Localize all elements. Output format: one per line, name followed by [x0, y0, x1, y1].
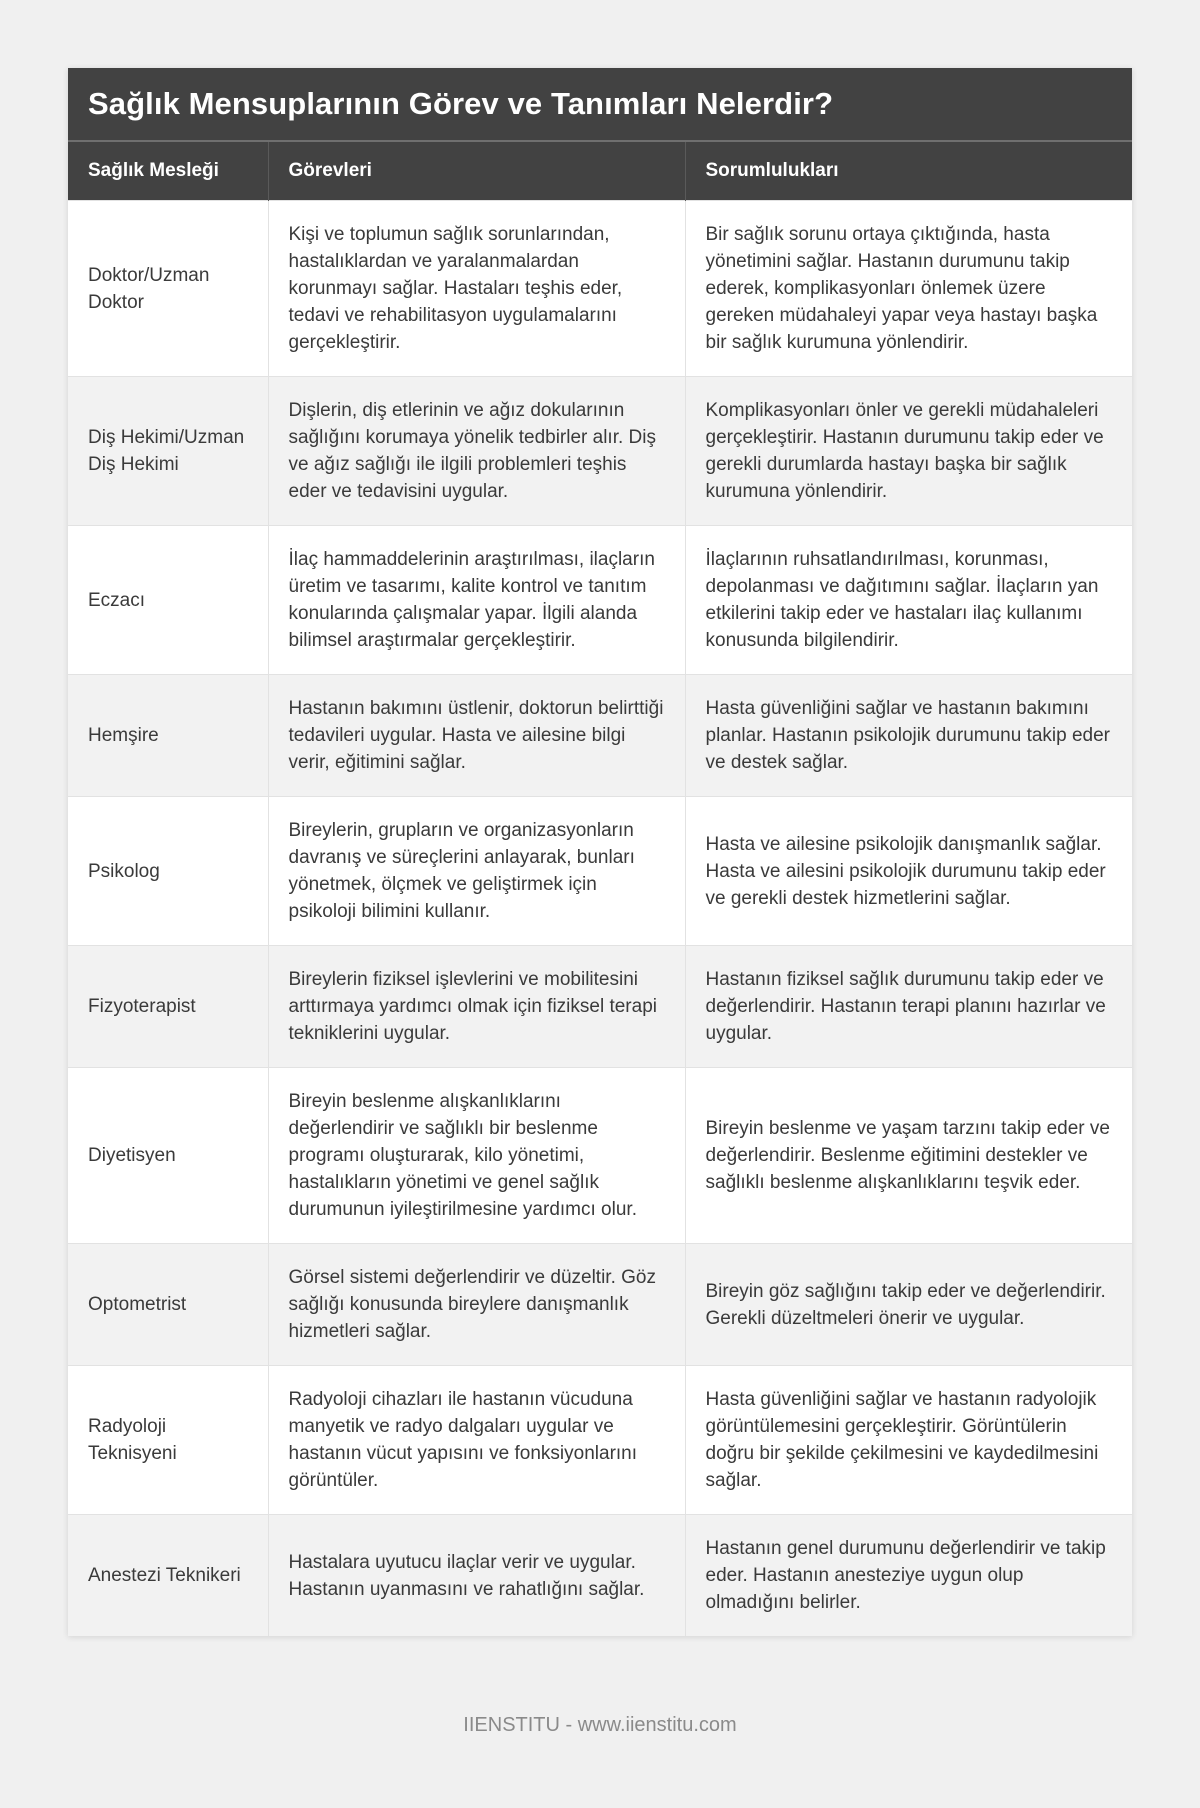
table-row	[68, 377, 1132, 526]
content-card	[68, 68, 1132, 1636]
cell-duties: Dişlerin, diş etlerinin ve ağız dokularının sağlığını korumaya yönelik tedbirler alır. Diş ve ağız sağlığı ile ilgili problemleri teşhis eder ve tedavisini uygular.	[268, 377, 685, 526]
cell-responsibilities: Hasta ve ailesine psikolojik danışmanlık sağlar. Hasta ve ailesini psikolojik durumunu takip eder ve gerekli destek hizmetlerini sağlar.	[685, 797, 1132, 946]
cell-profession: Hemşire	[68, 675, 268, 797]
table-row	[68, 1515, 1132, 1637]
header-profession: Sağlık Mesleği	[68, 142, 268, 201]
cell-duties: Bireylerin, grupların ve organizasyonların davranış ve süreçlerini anlayarak, bunları yönetmek, ölçmek ve geliştirmek için psikoloji bilimini kullanır.	[268, 797, 685, 946]
header-responsibilities: Sorumlulukları	[685, 142, 1132, 201]
cell-profession: Diyetisyen	[68, 1068, 268, 1244]
cell-profession: Fizyoterapist	[68, 946, 268, 1068]
cell-profession: Anestezi Teknikeri	[68, 1515, 268, 1637]
cell-responsibilities: Hastanın fiziksel sağlık durumunu takip eder ve değerlendirir. Hastanın terapi planını hazırlar ve uygular.	[685, 946, 1132, 1068]
professions-table	[68, 142, 1132, 1636]
cell-profession: Diş Hekimi/Uzman Diş Hekimi	[68, 377, 268, 526]
cell-duties: Görsel sistemi değerlendirir ve düzeltir. Göz sağlığı konusunda bireylere danışmanlık hizmetleri sağlar.	[268, 1244, 685, 1366]
cell-profession: Eczacı	[68, 526, 268, 675]
cell-responsibilities: Hasta güvenliğini sağlar ve hastanın radyolojik görüntülemesini gerçekleştirir. Görüntülerin doğru bir şekilde çekilmesini ve kaydedilmesini sağlar.	[685, 1366, 1132, 1515]
cell-profession: Doktor/Uzman Doktor	[68, 201, 268, 377]
cell-profession: Psikolog	[68, 797, 268, 946]
cell-responsibilities: Bireyin göz sağlığını takip eder ve değerlendirir. Gerekli düzeltmeleri önerir ve uygular.	[685, 1244, 1132, 1366]
cell-profession: Optometrist	[68, 1244, 268, 1366]
cell-duties: İlaç hammaddelerinin araştırılması, ilaçların üretim ve tasarımı, kalite kontrol ve tanıtım konularında çalışmalar yapar. İlgili alanda bilimsel araştırmalar gerçekleştirir.	[268, 526, 685, 675]
table-row	[68, 201, 1132, 377]
table-row	[68, 946, 1132, 1068]
table-row	[68, 675, 1132, 797]
cell-profession: Radyoloji Teknisyeni	[68, 1366, 268, 1515]
cell-responsibilities: Bir sağlık sorunu ortaya çıktığında, hasta yönetimini sağlar. Hastanın durumunu takip ederek, komplikasyonları önlemek üzere gereken müdahaleyi yapar veya hastayı başka bir sağlık kurumuna yönlendirir.	[685, 201, 1132, 377]
page-title: Sağlık Mensuplarının Görev ve Tanımları Nelerdir?	[88, 86, 834, 121]
cell-duties: Kişi ve toplumun sağlık sorunlarından, hastalıklardan ve yaralanmalardan korunmayı sağlar. Hastaları teşhis eder, tedavi ve rehabilitasyon uygulamalarını gerçekleştirir.	[268, 201, 685, 377]
cell-duties: Hastalara uyutucu ilaçlar verir ve uygular. Hastanın uyanmasını ve rahatlığını sağlar.	[268, 1515, 685, 1637]
cell-responsibilities: Bireyin beslenme ve yaşam tarzını takip eder ve değerlendirir. Beslenme eğitimini destekler ve sağlıklı beslenme alışkanlıklarını teşvik eder.	[685, 1068, 1132, 1244]
header-duties: Görevleri	[268, 142, 685, 201]
table-header-row	[68, 142, 1132, 201]
cell-duties: Hastanın bakımını üstlenir, doktorun belirttiği tedavileri uygular. Hasta ve ailesine bilgi verir, eğitimini sağlar.	[268, 675, 685, 797]
table-row	[68, 1068, 1132, 1244]
cell-responsibilities: İlaçlarının ruhsatlandırılması, korunması, depolanması ve dağıtımını sağlar. İlaçların yan etkilerini takip eder ve hastaları ilaç kullanımı konusunda bilgilendirir.	[685, 526, 1132, 675]
table-row	[68, 1366, 1132, 1515]
cell-responsibilities: Hasta güvenliğini sağlar ve hastanın bakımını planlar. Hastanın psikolojik durumunu takip eder ve destek sağlar.	[685, 675, 1132, 797]
table-row	[68, 1244, 1132, 1366]
table-row	[68, 526, 1132, 675]
cell-duties: Bireylerin fiziksel işlevlerini ve mobilitesini arttırmaya yardımcı olmak için fiziksel terapi tekniklerini uygular.	[268, 946, 685, 1068]
cell-responsibilities: Komplikasyonları önler ve gerekli müdahaleleri gerçekleştirir. Hastanın durumunu takip eder ve gerekli durumlarda hastayı başka bir sağlık kurumuna yönlendirir.	[685, 377, 1132, 526]
footer-credit: IIENSTITU - www.iienstitu.com	[463, 1714, 737, 1736]
cell-responsibilities: Hastanın genel durumunu değerlendirir ve takip eder. Hastanın anesteziye uygun olup olmadığını belirler.	[685, 1515, 1132, 1637]
title-bar	[68, 68, 1132, 142]
cell-duties: Bireyin beslenme alışkanlıklarını değerlendirir ve sağlıklı bir beslenme programı oluşturarak, kilo yönetimi, hastalıkların yönetimi ve genel sağlık durumunun iyileştirilmesine yardımcı olur.	[268, 1068, 685, 1244]
table-row	[68, 797, 1132, 946]
cell-duties: Radyoloji cihazları ile hastanın vücuduna manyetik ve radyo dalgaları uygular ve hastanın vücut yapısını ve fonksiyonlarını görüntüler.	[268, 1366, 685, 1515]
